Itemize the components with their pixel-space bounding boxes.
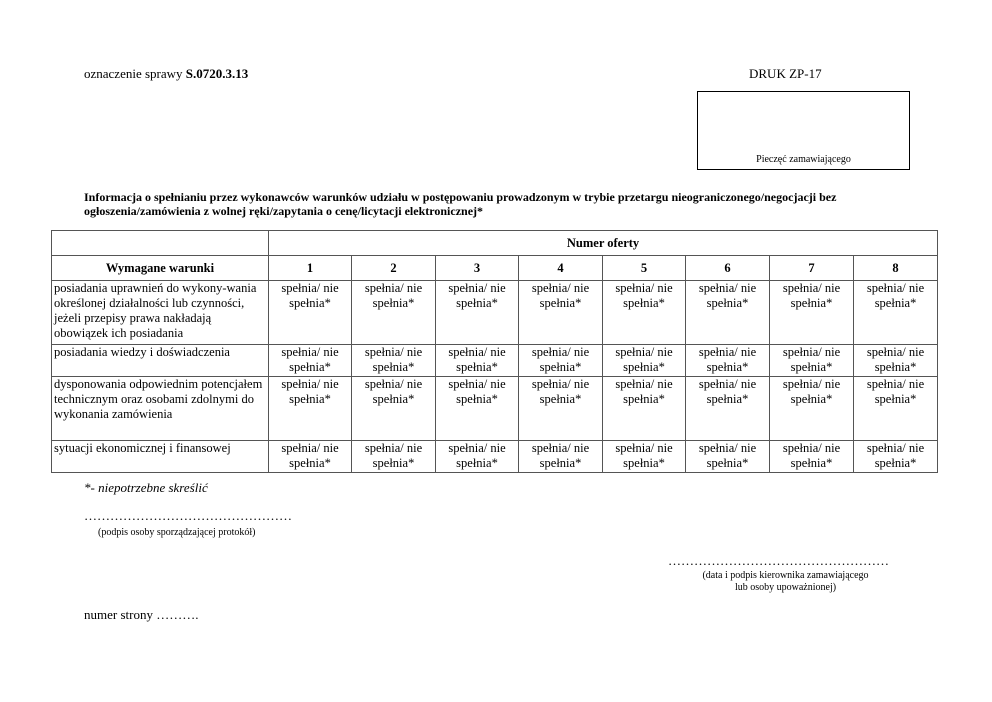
table-header-row-2 <box>52 256 938 281</box>
document-heading: Informacja o spełnianiu przez wykonawców warunków udziału w postępowaniu prowadzonym w trybie przetargu nieograniczonego/negocjacji bez ogłoszenia/zamówienia z wolnej ręki/zapytania o cenę/licytacji elektronicznej* <box>84 190 837 218</box>
table-row <box>52 441 938 473</box>
empty-header-cell <box>52 231 269 256</box>
status-cell: spełnia/ nie spełnia* <box>269 345 352 377</box>
case-label: oznaczenie sprawy <box>84 66 183 81</box>
conditions-header: Wymagane warunki <box>52 256 269 281</box>
condition-cell: sytuacji ekonomicznej i finansowej <box>52 441 269 473</box>
status-cell: spełnia/ nie spełnia* <box>352 377 436 441</box>
status-cell: spełnia/ nie spełnia* <box>519 281 603 345</box>
status-cell: spełnia/ nie spełnia* <box>352 345 436 377</box>
conditions-table <box>51 230 938 473</box>
condition-cell: dysponowania odpowiednim potencjałem technicznym oraz osobami zdolnymi do wykonania zamówienia <box>52 377 269 441</box>
offer-number: 8 <box>854 256 938 281</box>
status-cell: spełnia/ nie spełnia* <box>269 281 352 345</box>
status-cell: spełnia/ nie spełnia* <box>854 281 938 345</box>
status-cell: spełnia/ nie spełnia* <box>686 377 770 441</box>
stamp-label: Pieczęć zamawiającego <box>756 154 851 165</box>
signature-line-left: ………………………………………… <box>84 508 292 523</box>
signature-label-right-line2: lub osoby upoważnionej) <box>734 582 837 593</box>
page-number: numer strony ………. <box>84 607 199 622</box>
offer-number: 7 <box>770 256 854 281</box>
offer-number: 3 <box>436 256 519 281</box>
status-cell: spełnia/ nie spełnia* <box>269 377 352 441</box>
signature-label-left: (podpis osoby sporządzającej protokół) <box>98 527 256 538</box>
status-cell: spełnia/ nie spełnia* <box>686 345 770 377</box>
status-cell: spełnia/ nie spełnia* <box>519 441 603 473</box>
offer-number: 4 <box>519 256 603 281</box>
status-cell: spełnia/ nie spełnia* <box>854 345 938 377</box>
table-header-row-1 <box>52 231 938 256</box>
condition-cell: posiadania wiedzy i doświadczenia <box>52 345 269 377</box>
signature-line-right: …………………………………………… <box>668 553 889 568</box>
status-cell: spełnia/ nie spełnia* <box>770 441 854 473</box>
status-cell: spełnia/ nie spełnia* <box>269 441 352 473</box>
table-row <box>52 377 938 441</box>
status-cell: spełnia/ nie spełnia* <box>519 345 603 377</box>
status-cell: spełnia/ nie spełnia* <box>770 281 854 345</box>
status-cell: spełnia/ nie spełnia* <box>603 345 686 377</box>
status-cell: spełnia/ nie spełnia* <box>352 281 436 345</box>
stamp-box <box>697 91 910 170</box>
offer-number: 2 <box>352 256 436 281</box>
status-cell: spełnia/ nie spełnia* <box>603 281 686 345</box>
status-cell: spełnia/ nie spełnia* <box>352 441 436 473</box>
status-cell: spełnia/ nie spełnia* <box>854 377 938 441</box>
status-cell: spełnia/ nie spełnia* <box>603 441 686 473</box>
status-cell: spełnia/ nie spełnia* <box>519 377 603 441</box>
offer-number: 5 <box>603 256 686 281</box>
status-cell: spełnia/ nie spełnia* <box>603 377 686 441</box>
offer-number: 1 <box>269 256 352 281</box>
offers-header: Numer oferty <box>269 231 938 256</box>
condition-cell: posiadania uprawnień do wykony-wania określonej działalności lub czynności, jeżeli przepisy prawa nakładają obowiązek ich posiadania <box>52 281 269 345</box>
status-cell: spełnia/ nie spełnia* <box>686 281 770 345</box>
offer-number: 6 <box>686 256 770 281</box>
status-cell: spełnia/ nie spełnia* <box>436 281 519 345</box>
table-row <box>52 281 938 345</box>
case-number: S.0720.3.13 <box>185 66 249 81</box>
form-code: DRUK ZP-17 <box>749 66 822 81</box>
status-cell: spełnia/ nie spełnia* <box>770 345 854 377</box>
status-cell: spełnia/ nie spełnia* <box>436 345 519 377</box>
status-cell: spełnia/ nie spełnia* <box>686 441 770 473</box>
signature-label-right-line1: (data i podpis kierownika zamawiającego <box>702 570 869 581</box>
signature-label-right <box>668 570 903 594</box>
status-cell: spełnia/ nie spełnia* <box>854 441 938 473</box>
status-cell: spełnia/ nie spełnia* <box>436 441 519 473</box>
status-cell: spełnia/ nie spełnia* <box>770 377 854 441</box>
status-cell: spełnia/ nie spełnia* <box>436 377 519 441</box>
case-reference <box>84 66 248 82</box>
table-row <box>52 345 938 377</box>
footnote: *- niepotrzebne skreślić <box>84 480 208 495</box>
